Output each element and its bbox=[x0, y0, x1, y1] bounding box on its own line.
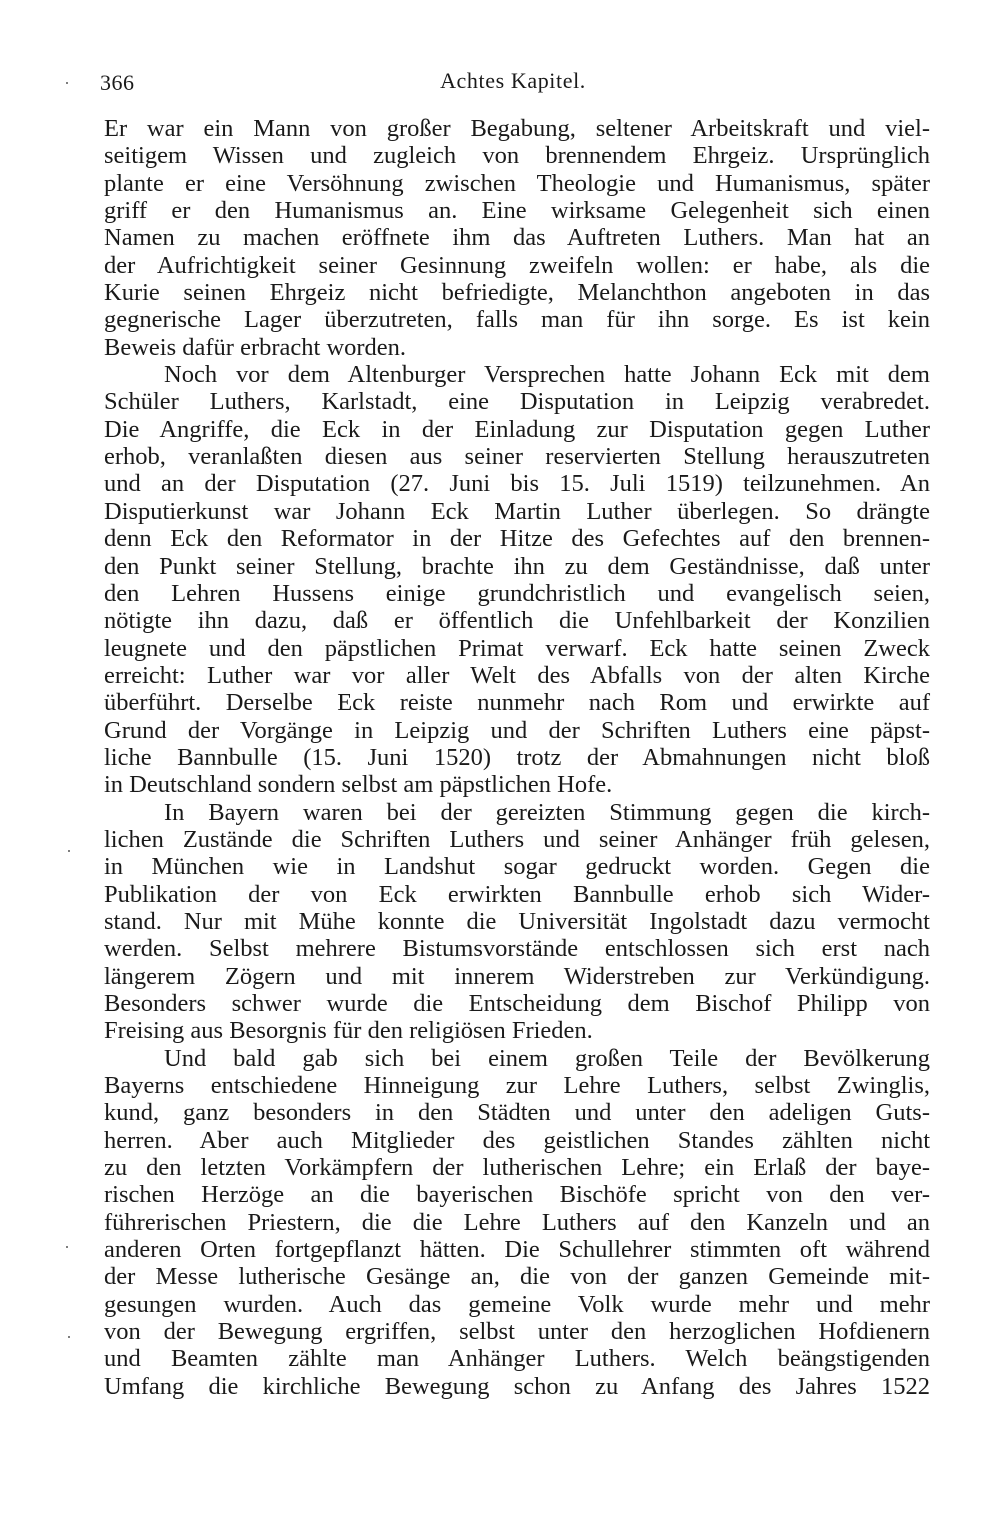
text-line: plante er eine Versöhnung zwischen Theologie und Humanismus, später bbox=[104, 169, 930, 197]
text-line: zu den letzten Vorkämpfern der lutherischen Lehre; ein Erlaß der baye- bbox=[104, 1154, 930, 1182]
print-speck bbox=[66, 1246, 68, 1248]
text-line: und Beamten zählte man Anhänger Luthers. Welch beängstigenden bbox=[104, 1345, 930, 1373]
print-speck bbox=[66, 82, 68, 84]
text-line: Schüler Luthers, Karlstadt, eine Disputation in Leipzig verabredet. bbox=[104, 388, 930, 416]
text-line: längerem Zögern und mit innerem Widerstreben zur Verkündigung. bbox=[104, 962, 930, 990]
text-line: in München wie in Landshut sogar gedruckt worden. Gegen die bbox=[104, 853, 930, 881]
text-line: führerischen Priestern, die die Lehre Luthers auf den Kanzeln und an bbox=[104, 1208, 930, 1236]
text-line: stand. Nur mit Mühe konnte die Universität Ingolstadt dazu vermocht bbox=[104, 907, 930, 935]
text-line: der Messe lutherische Gesänge an, die von der ganzen Gemeinde mit- bbox=[104, 1263, 930, 1291]
text-line: Er war ein Mann von großer Begabung, seltener Arbeitskraft und viel- bbox=[104, 115, 930, 142]
text-line: kund, ganz besonders in den Städten und unter den adeligen Guts- bbox=[104, 1099, 930, 1127]
text-line: liche Bannbulle (15. Juni 1520) trotz der Abmahnungen nicht bloß bbox=[104, 743, 930, 771]
print-speck bbox=[68, 850, 70, 852]
text-line: Publikation der von Eck erwirkten Bannbulle erhob sich Wider- bbox=[104, 880, 930, 908]
text-line: leugnete und den päpstlichen Primat verwarf. Eck hatte seinen Zweck bbox=[104, 634, 930, 662]
text-line: Kurie seinen Ehrgeiz nicht befriedigte, Melanchthon angeboten in das bbox=[104, 279, 930, 307]
text-line: erhob, veranlaßten diesen aus seiner reservierten Stellung herauszutreten bbox=[104, 443, 930, 471]
text-line: Die Angriffe, die Eck in der Einladung zur Disputation gegen Luther bbox=[104, 415, 930, 443]
text-line: Bayerns entschiedene Hinneigung zur Lehre Luthers, selbst Zwinglis, bbox=[104, 1072, 930, 1100]
text-line: erreicht: Luther war vor aller Welt des Abfalls von der alten Kirche bbox=[104, 661, 930, 689]
text-line: Und bald gab sich bei einem großen Teile der Bevölkerung bbox=[164, 1044, 930, 1072]
running-head: Achtes Kapitel. bbox=[440, 68, 586, 93]
text-line: rischen Herzöge an die bayerischen Bischöfe spricht von den ver- bbox=[104, 1181, 930, 1209]
text-line: In Bayern waren bei der gereizten Stimmung gegen die kirch- bbox=[164, 798, 930, 826]
text-line: den Lehren Hussens einige grundchristlich und evangelisch seien, bbox=[104, 579, 930, 607]
text-line: den Punkt seiner Stellung, brachte ihn zu dem Geständnisse, daß unter bbox=[104, 552, 930, 580]
page-header bbox=[98, 66, 928, 100]
text-line: Umfang die kirchliche Bewegung schon zu Anfang des Jahres 1522 bbox=[104, 1372, 930, 1400]
text-line: gegnerische Lager überzutreten, falls man für ihn sorge. Es ist kein bbox=[104, 306, 930, 334]
text-line: anderen Orten fortgepflanzt hätten. Die Schullehrer stimmten oft während bbox=[104, 1236, 930, 1264]
text-line: Disputierkunst war Johann Eck Martin Luther überlegen. So drängte bbox=[104, 497, 930, 525]
text-line: gesungen wurden. Auch das gemeine Volk wurde mehr und mehr bbox=[104, 1290, 930, 1318]
text-line: überführt. Derselbe Eck reiste nunmehr nach Rom und erwirkte auf bbox=[104, 689, 930, 717]
text-line: Besonders schwer wurde die Entscheidung dem Bischof Philipp von bbox=[104, 990, 930, 1017]
text-line: in Deutschland sondern selbst am päpstlichen Hofe. bbox=[104, 771, 613, 799]
text-line: Grund der Vorgänge in Leipzig und der Schriften Luthers eine päpst- bbox=[104, 716, 930, 744]
text-line: herren. Aber auch Mitglieder des geistlichen Standes zählten nicht bbox=[104, 1126, 930, 1154]
body-text bbox=[104, 115, 930, 1400]
text-line: von der Bewegung ergriffen, selbst unter den herzoglichen Hofdienern bbox=[104, 1318, 930, 1346]
page-number: 366 bbox=[100, 70, 135, 95]
text-line: seitigem Wissen und zugleich von brennendem Ehrgeiz. Ursprünglich bbox=[104, 142, 930, 170]
text-line: Noch vor dem Altenburger Versprechen hatte Johann Eck mit dem bbox=[164, 361, 930, 389]
text-line: der Aufrichtigkeit seiner Gesinnung zweifeln wollen: er habe, als die bbox=[104, 251, 930, 279]
print-speck bbox=[68, 1336, 70, 1338]
text-line: Beweis dafür erbracht worden. bbox=[104, 333, 407, 361]
text-line: werden. Selbst mehrere Bistumsvorstände entschlossen sich erst nach bbox=[104, 935, 930, 963]
text-line: griff er den Humanismus an. Eine wirksame Gelegenheit sich einen bbox=[104, 197, 930, 225]
text-line: Namen zu machen eröffnete ihm das Auftreten Luthers. Man hat an bbox=[104, 224, 930, 252]
text-line: lichen Zustände die Schriften Luthers und seiner Anhänger früh gelesen, bbox=[104, 825, 930, 853]
text-line: und an der Disputation (27. Juni bis 15. Juli 1519) teilzunehmen. An bbox=[104, 470, 930, 498]
text-line: nötigte ihn dazu, daß er öffentlich die Unfehlbarkeit der Konzilien bbox=[104, 607, 930, 635]
text-line: denn Eck den Reformator in der Hitze des Gefechtes auf den brennen- bbox=[104, 525, 930, 553]
text-line: Freising aus Besorgnis für den religiösen Frieden. bbox=[104, 1017, 593, 1045]
